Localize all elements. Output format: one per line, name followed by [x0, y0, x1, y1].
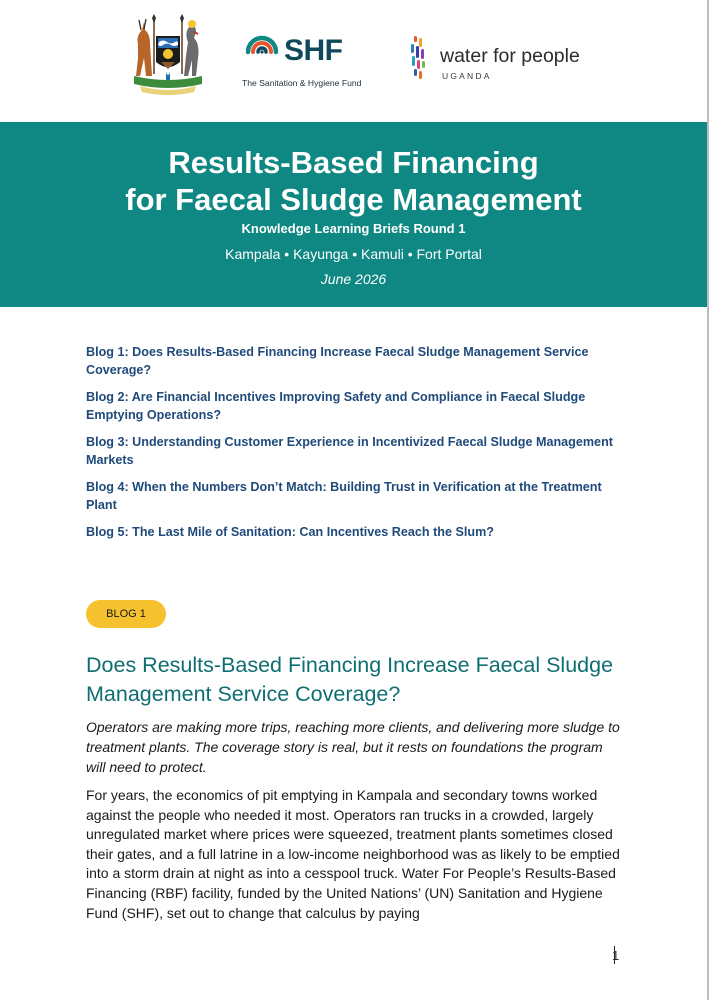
shf-logo — [242, 30, 382, 90]
shf-swirl-icon — [242, 30, 282, 70]
water-for-people-logo — [406, 34, 606, 84]
wfp-wordmark: water for people — [440, 45, 580, 67]
blog-title: Does Results-Based Financing Increase Faecal Sludge Management Service Coverage? — [86, 653, 614, 706]
shf-subtitle: The Sanitation & Hygiene Fund — [242, 78, 362, 88]
document-title — [0, 144, 707, 218]
toc-link-blog-2[interactable]: Blog 2: Are Financial Incentives Improving Safety and Compliance in Faecal Sludge Emptying Operations? — [86, 390, 586, 422]
logo-bar — [0, 0, 707, 122]
document-locations: Kampala • Kayunga • Kamuli • Fort Portal — [225, 246, 482, 262]
blog-body: For years, the economics of pit emptying in Kampala and secondary towns worked against the people who needed it most. Operators ran trucks in a crowded, largely unregulated market where prices were squeezed, treatment plants sometimes closed their gates, and a full latrine in a low-income neighborhood was as likely to be emptied into a storm drain at night as into a cesspool truck. Water For People’s Results-Based Financing (RBF) facility, funded by the United Nations’ (UN) Sanitation and Hygiene Fund (SHF), set out to change that calculus by paying — [86, 787, 620, 921]
blog-lead: Operators are making more trips, reaching more clients, and delivering more sludge to treatment plants. The coverage story is real, but it rests on foundations the program will need to protect. — [86, 719, 620, 775]
wfp-subtitle: UGANDA — [442, 71, 492, 81]
table-of-contents — [86, 343, 631, 550]
title-line-1: Results-Based Financing — [168, 145, 539, 180]
water-drops-icon — [406, 34, 434, 84]
document-date: June 2026 — [320, 271, 387, 287]
toc-link-blog-3[interactable]: Blog 3: Understanding Customer Experience in Incentivized Faecal Sludge Management Markets — [86, 435, 613, 467]
page-number: 1 — [612, 948, 620, 963]
toc-link-blog-1[interactable]: Blog 1: Does Results-Based Financing Increase Faecal Sludge Management Service Coverage? — [86, 345, 589, 377]
toc-link-blog-4[interactable]: Blog 4: When the Numbers Don’t Match: Building Trust in Verification at the Treatment Plant — [86, 480, 602, 512]
blog-badge: BLOG 1 — [86, 600, 166, 628]
toc-link-blog-5[interactable]: Blog 5: The Last Mile of Sanitation: Can Incentives Reach the Slum? — [86, 525, 494, 539]
shf-wordmark: SHF — [284, 34, 343, 67]
title-line-2: for Faecal Sludge Management — [125, 182, 582, 217]
uganda-coat-of-arms-icon — [128, 14, 208, 96]
title-banner — [0, 122, 707, 307]
document-subtitle: Knowledge Learning Briefs Round 1 — [241, 221, 466, 236]
